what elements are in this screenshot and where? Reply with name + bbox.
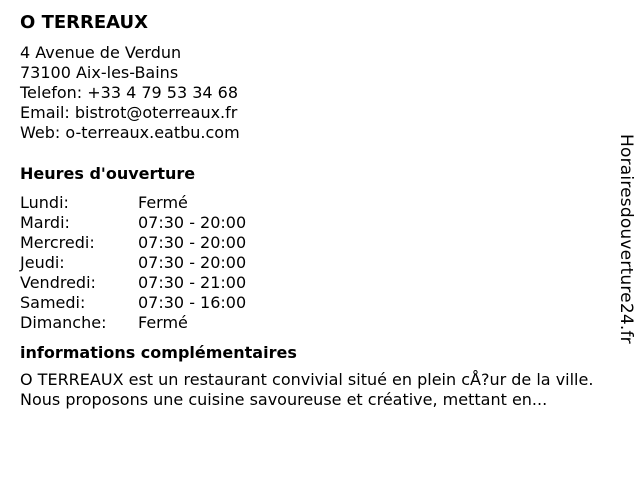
- day-label: Dimanche:: [20, 313, 107, 332]
- hours-row-samedi: [20, 293, 246, 313]
- day-hours: 07:30 - 20:00: [138, 213, 247, 232]
- day-label: Lundi:: [20, 193, 69, 212]
- street-address: 4 Avenue de Verdun: [20, 43, 182, 62]
- address-block: [20, 43, 610, 143]
- business-card: [20, 12, 610, 410]
- hours-row-vendredi: [20, 273, 246, 293]
- site-watermark: Horairesdouverture24.fr: [616, 134, 636, 344]
- phone-line: Telefon: +33 4 79 53 34 68: [20, 83, 239, 102]
- web-line: Web: o-terreaux.eatbu.com: [20, 123, 240, 142]
- day-hours: Fermé: [138, 193, 188, 212]
- day-hours: 07:30 - 20:00: [138, 233, 247, 252]
- city-address: 73100 Aix-les-Bains: [20, 63, 179, 82]
- business-name: O TERREAUX: [20, 12, 149, 33]
- day-label: Jeudi:: [20, 253, 65, 272]
- hours-table: [20, 193, 246, 333]
- day-hours: 07:30 - 21:00: [138, 273, 247, 292]
- hours-row-jeudi: [20, 253, 246, 273]
- description-text: O TERREAUX est un restaurant convivial situé en plein cÅ?ur de la ville. Nous proposons une cuisine savoureuse et créative, mettant en...: [20, 370, 594, 409]
- day-label: Vendredi:: [20, 273, 96, 292]
- day-hours: 07:30 - 16:00: [138, 293, 247, 312]
- day-label: Mercredi:: [20, 233, 95, 252]
- hours-row-lundi: [20, 193, 246, 213]
- hours-row-dimanche: [20, 313, 246, 333]
- day-label: Samedi:: [20, 293, 86, 312]
- hours-heading: Heures d'ouverture: [20, 164, 196, 183]
- hours-row-mercredi: [20, 233, 246, 253]
- hours-row-mardi: [20, 213, 246, 233]
- day-label: Mardi:: [20, 213, 70, 232]
- email-line: Email: bistrot@oterreaux.fr: [20, 103, 238, 122]
- day-hours: Fermé: [138, 313, 188, 332]
- day-hours: 07:30 - 20:00: [138, 253, 247, 272]
- info-heading: informations complémentaires: [20, 343, 297, 362]
